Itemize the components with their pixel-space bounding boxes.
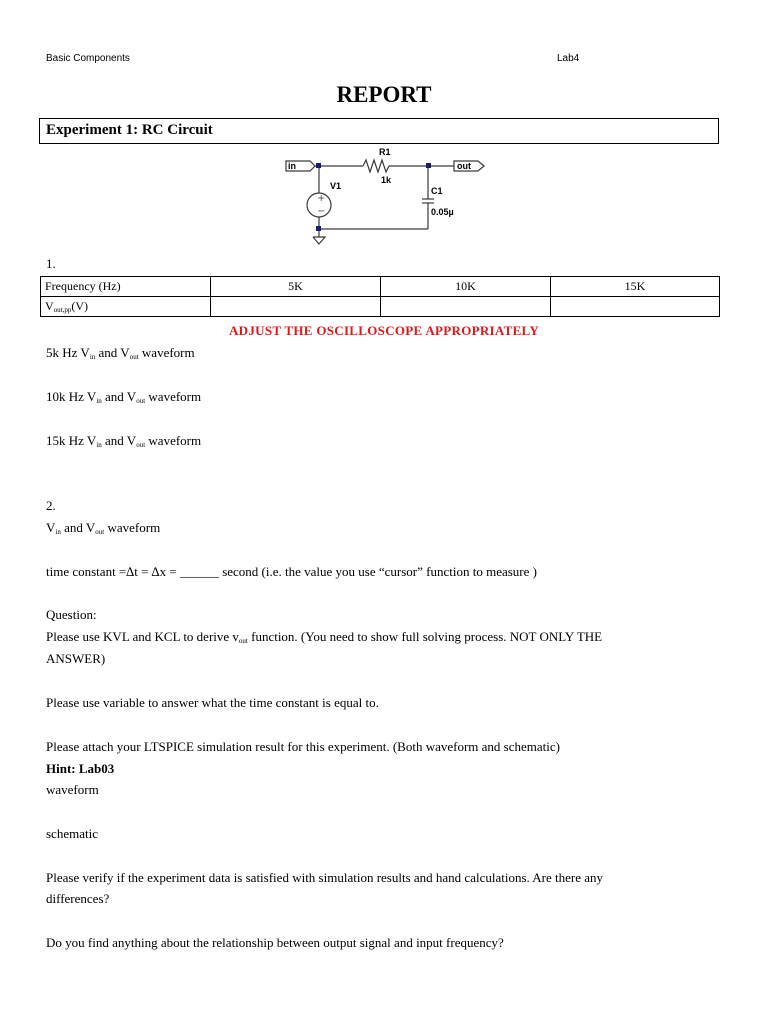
table-row	[41, 297, 720, 317]
waveform-10k: 10k Hz $V_{in}$ and $V_{out}$ waveform	[46, 389, 202, 405]
vout-main: V	[45, 299, 54, 313]
svg-text:−: −	[317, 206, 326, 217]
question-5: Do you find anything about the relationship between output signal and input frequency?	[46, 935, 504, 950]
svg-text:+: +	[317, 193, 326, 204]
label-v1: V1	[330, 181, 342, 191]
table-input-vout-15k[interactable]	[551, 297, 720, 317]
table-input-vout-5k[interactable]	[211, 297, 381, 317]
vout-sub: out,pp	[53, 306, 72, 314]
table-cell-10k: 10K	[381, 277, 551, 297]
waveform-label: waveform	[46, 782, 99, 797]
label-r1-value: 1k	[381, 175, 392, 185]
label-c1: C1	[431, 186, 443, 196]
table-header-frequency: Frequency (Hz)	[41, 277, 211, 297]
table-label-vout	[41, 297, 211, 317]
table-cell-5k: 5K	[211, 277, 381, 297]
header-lab: Lab4	[557, 53, 580, 64]
time-constant-line: time constant =∆t = ∆x = ______ second (i.e. the value you use “cursor” function to measure )	[46, 564, 537, 579]
header-course: Basic Components	[46, 53, 130, 64]
page-title: REPORT	[336, 82, 432, 107]
hint: Hint: Lab03	[46, 761, 115, 776]
table-row	[41, 277, 720, 297]
experiment-box	[39, 118, 719, 144]
oscilloscope-notice: ADJUST THE OSCILLOSCOPE APPROPRIATELY	[228, 323, 540, 338]
experiment-title: Experiment 1: RC Circuit	[46, 122, 213, 138]
question-1-cont: ANSWER)	[46, 651, 106, 666]
rc-circuit-schematic	[283, 145, 488, 248]
label-in: in	[288, 161, 296, 171]
table-input-vout-10k[interactable]	[381, 297, 551, 317]
label-out: out	[457, 161, 471, 171]
question-3: Please attach your LTSPICE simulation result for this experiment. (Both waveform and schematic)	[46, 739, 560, 754]
table-cell-15k: 15K	[551, 277, 720, 297]
vout-unit: (V)	[71, 299, 89, 313]
section-1-number: 1.	[46, 256, 56, 271]
section-2-waveform: $V_{in}$ and $V_{out}$ waveform	[46, 520, 161, 536]
question-label: Question:	[46, 607, 97, 622]
question-4: Please verify if the experiment data is satisfied with simulation results and hand calculations. Are there any	[46, 870, 604, 885]
waveform-15k: 15k Hz $V_{in}$ and $V_{out}$ waveform	[46, 433, 202, 449]
question-2: Please use variable to answer what the time constant is equal to.	[46, 695, 379, 710]
frequency-table	[40, 276, 720, 317]
label-c1-value: 0.05µ	[431, 207, 454, 217]
schematic-label: schematic	[46, 826, 98, 841]
question-4-cont: differences?	[46, 891, 110, 906]
waveform-5k: 5k Hz $V_{in}$ and $V_{out}$ waveform	[46, 345, 195, 361]
section-2-number: 2.	[46, 498, 56, 513]
label-r1: R1	[379, 147, 391, 157]
question-1: Please use KVL and KCL to derive $v_{out}$ function. (You need to show full solving process. NOT ONLY THE	[46, 629, 603, 645]
